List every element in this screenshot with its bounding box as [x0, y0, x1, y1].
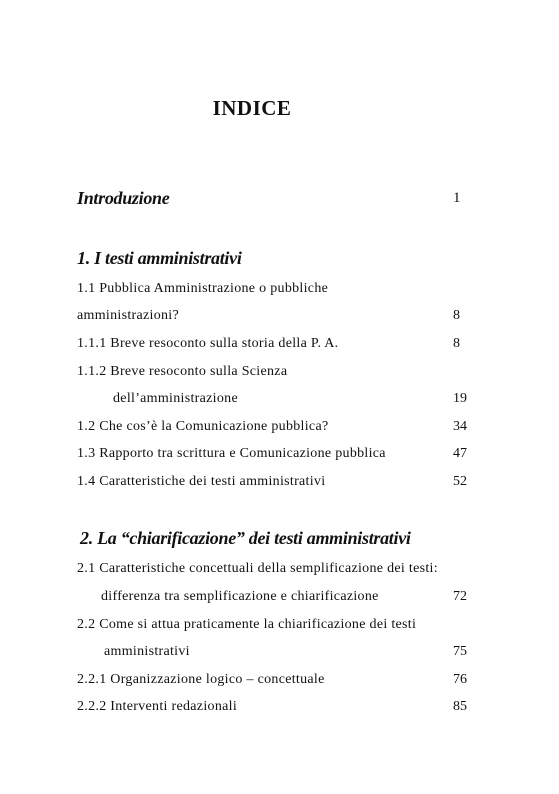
toc-entry-1-1-1	[0, 333, 559, 355]
toc-entry-2-2-cont	[0, 641, 559, 663]
toc-entry-2-1-cont	[0, 586, 559, 608]
toc-entry-2-2	[0, 614, 559, 636]
toc-entry-label: 2.2 Come si attua praticamente la chiarificazione dei testi	[77, 617, 417, 632]
toc-page-number: 47	[453, 446, 467, 461]
toc-entry-label: 2.2.2 Interventi redazionali	[77, 699, 238, 714]
toc-entry-label: dell’amministrazione	[113, 391, 238, 406]
toc-entry-label: amministrazioni?	[77, 308, 179, 323]
toc-entry-label: 1.1.2 Breve resoconto sulla Scienza	[77, 364, 288, 379]
toc-page-number: 8	[453, 336, 460, 351]
toc-page-number: 72	[453, 589, 467, 604]
toc-entry-1-1-2	[0, 361, 559, 383]
toc-entry-label: differenza tra semplificazione e chiarificazione	[101, 589, 379, 604]
toc-entry-label: amministrativi	[104, 644, 190, 659]
toc-entry-1-2	[0, 416, 559, 438]
toc-entry-1-3	[0, 443, 559, 465]
toc-entry-label: 2.1 Caratteristiche concettuali della semplificazione dei testi:	[77, 561, 438, 576]
toc-entry-1-1-cont	[0, 305, 559, 327]
toc-entry-label: 1.4 Caratteristiche dei testi amministrativi	[77, 474, 326, 489]
toc-entry-label: 1.1 Pubblica Amministrazione o pubbliche	[77, 281, 329, 296]
toc-page-number: 8	[453, 308, 460, 323]
toc-page-number: 34	[453, 419, 467, 434]
toc-entry-1-4	[0, 471, 559, 493]
toc-entry-introduzione	[0, 187, 559, 209]
toc-entry-label: 1.1.1 Breve resoconto sulla storia della P. A.	[77, 336, 339, 351]
toc-page-number: 52	[453, 474, 467, 489]
toc-entry-1-1	[0, 278, 559, 300]
toc-chapter-2-heading	[0, 527, 559, 549]
toc-entry-label: 2.2.1 Organizzazione logico – concettuale	[77, 672, 325, 687]
toc-entry-1-1-2-cont	[0, 388, 559, 410]
toc-entry-2-2-1	[0, 669, 559, 691]
toc-heading-label: Introduzione	[77, 188, 170, 208]
toc-heading-label: 2. La “chiarificazione” dei testi amministrativi	[80, 528, 411, 548]
toc-entry-label: 1.2 Che cos’è la Comunicazione pubblica?	[77, 419, 329, 434]
toc-heading-label: 1. I testi amministrativi	[77, 248, 242, 268]
toc-page-number: 76	[453, 672, 467, 687]
toc-page-number: 85	[453, 699, 467, 714]
toc-page-number: 19	[453, 391, 467, 406]
toc-entry-label: 1.3 Rapporto tra scrittura e Comunicazione pubblica	[77, 446, 386, 461]
toc-entry-2-1	[0, 558, 559, 580]
toc-chapter-1-heading	[0, 247, 559, 269]
page-title: INDICE	[212, 96, 292, 120]
toc-entry-2-2-2	[0, 696, 559, 718]
toc-page-number: 75	[453, 644, 467, 659]
toc-page-number: 1	[453, 190, 461, 206]
